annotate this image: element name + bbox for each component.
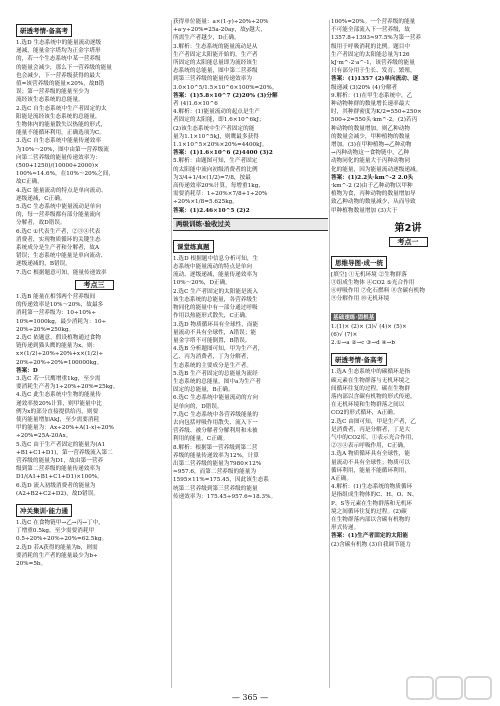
text-line: D1/(A1+B1+C1+D1)×100%。 <box>16 474 103 481</box>
text-line: 生产者固定太阳能开始的，生产者 <box>173 51 258 58</box>
text-line: 5.选C 生态系统中能量流动是单向 <box>16 204 101 211</box>
text-line: 阳能是流经该生态系统的总能量， <box>16 113 101 120</box>
text-line: 逐级递减的，B错误。 <box>16 261 71 268</box>
text-line: 也会减少，下一营养级获得的最大 <box>16 72 101 79</box>
text-line: 1.选D 生态系统中的能量流动逐级 <box>16 40 102 46</box>
text-line: 生态系统的主要成分是生产者。 <box>173 362 253 369</box>
text-line: 乙、丙为消费者，丁为分解者， <box>173 354 253 361</box>
text-line: 错误；生态系统中能量是单向流动、 <box>16 253 107 260</box>
text-line: →丙种动物这一食物链中，乙种 <box>331 150 410 157</box>
text-line: A正确。 <box>331 475 353 482</box>
text-line: 甲种植物数量增加 (3)大于 <box>331 207 398 214</box>
page-number: — 365 — <box>231 693 269 702</box>
text-line: 递减，能量金字塔均为正金字塔形 <box>16 48 101 55</box>
text-line: ⑨分解作用 ⑩无机环境 <box>331 296 390 303</box>
text-line: 6.选C ①代表生产者，②③④代表 <box>16 228 101 235</box>
text-line: 100%≈14.6%，在10%～20%之间， <box>16 171 114 178</box>
text-line: 种动物的数量增加，则乙种动物 <box>331 125 411 132</box>
column-2 <box>173 18 328 501</box>
answer-block <box>331 323 485 348</box>
text-line: 3.选A 物质循环具有全球性，能 <box>331 451 411 458</box>
text-line: 答案：(1)2.2头·km^-2 2.0头 <box>331 174 414 181</box>
text-line: 所需生产者越少，D正确。 <box>173 35 240 42</box>
text-line: 能量不能循环利用。正确选项为C。 <box>16 130 105 137</box>
text-line: 要消耗的生产者的能量最少为b÷ <box>16 552 98 559</box>
text-line: 1.选B 能量在相邻两个营养级间 <box>16 293 96 300</box>
text-line: 1595×11%=175.45，因此该生态系 <box>173 477 269 484</box>
text-line: (A2+B2+C2+D2)，故D错误。 <box>16 490 99 497</box>
text-line: 是单向的，D错误。 <box>173 403 223 410</box>
watermark-logo-icon <box>406 674 492 702</box>
text-line: 出第二营养级的能量为7980×12% <box>173 460 262 467</box>
text-line: 1.(1)× (2)× (3)√ (4)× (5)× <box>331 323 407 330</box>
text-line: 5.选B 生产者固定的总能量为流经 <box>173 370 258 377</box>
text-line: 值=该营养级的能量×20%，故B错 <box>16 81 105 88</box>
text-line: 20%÷20%=250kg。 <box>16 326 75 333</box>
text-line: 传递效率为：175.45÷957.6≈18.3%。 <box>173 493 277 500</box>
text-line: ·km^-2 (2)由于乙种动物以甲种 <box>331 183 413 190</box>
text-line: 误；第一营养级的能量至少为 <box>16 89 90 96</box>
text-line: 种动物种群的数量增长速率最大 <box>331 101 411 108</box>
text-line: 在生物群落内部以含碳有机物的 <box>331 516 411 523</box>
text-line: 量流动不具有全球性，A错误；能 <box>173 329 257 336</box>
text-line: CO2的形式循环，A正确。 <box>331 410 399 417</box>
text-line: 2.选C 由图可知，甲是生产者，乙 <box>331 418 416 425</box>
text-line: 统第二营养级到第三营养级的能量 <box>173 485 258 492</box>
text-line: 态系统中能量流动的特点是单向 <box>173 264 253 271</box>
column-1 <box>16 18 172 568</box>
text-line: +a·y÷20%=25a-20ay，故y越大， <box>173 27 267 34</box>
text-line: 7.选C 根据题意可知，能量传递效率 <box>16 269 107 276</box>
text-line: 时，其种群密度为K/2=550÷250× <box>331 109 422 116</box>
text-line: 分解者，故D错误。 <box>16 220 66 227</box>
text-line: 要消耗生产者为1÷20%÷20%=25kg。 <box>16 384 119 391</box>
text-line: P、S等元素在生物群落和无机环 <box>331 500 413 507</box>
answer-block <box>331 368 485 548</box>
text-line: 量为1.1×10^5kJ，则鹰最多获得 <box>173 133 259 140</box>
text-line: 答案：(1)1.6×10^6 (2)4400 (3)2 <box>173 150 273 157</box>
text-line: 7.选C 生态系统中各营养级能量的 <box>173 411 258 418</box>
column-3 <box>331 18 485 549</box>
tag-basic-practice: 基础速练·固根基 <box>333 314 375 321</box>
text-line: 向第二营养级的能量传递效率为： <box>16 154 101 161</box>
text-line: 4.选C 此生态系统中生物的能量传 <box>16 392 101 399</box>
kaodian-1-heading: 考点一 <box>331 237 485 247</box>
text-line: 10%～20%，D正确。 <box>173 280 231 287</box>
text-line: 消耗第一营养级为：10÷10%÷ <box>16 310 97 317</box>
text-line: 500÷2=550头·km^-2。(2)若丙 <box>331 117 418 124</box>
text-line: 1.选A 生态系统中的碳循环是指 <box>331 369 411 376</box>
text-line: 化的能量，因为能量流动逐级递减。 <box>331 166 422 173</box>
text-line: 生态系统的总能量，图中a为生产者 <box>173 378 262 385</box>
text-line: 者固定的太阳能，即1.6×10^6kJ； <box>173 117 265 124</box>
text-line: ≈957.6，而第二营养级的能量为 <box>173 469 257 476</box>
text-line: 6.选D 流入初级消费者的能量为 <box>16 482 96 489</box>
text-line: 答案：(1)1357 (2)单向流动、逐 <box>331 76 419 83</box>
text-line: 循环利用，能量不能循环利用， <box>331 467 411 474</box>
text-line: (6)√ (7)× <box>331 331 358 338</box>
text-line: +B1+C1+D1)，第一营养级流入第二 <box>16 449 113 456</box>
text-line: 获得单位能量：a×(1-y)÷20%÷20% <box>173 19 269 25</box>
text-line: 4.解析：(1)生态系统的物质循环 <box>331 484 413 491</box>
text-line: 答案：(1)2.46×10^5 (2)2 <box>173 207 250 214</box>
section-header-exam-analysis-2: 研透考情·备高考 <box>331 353 387 366</box>
answer-block <box>16 293 172 498</box>
text-line: 2.选D 若A获得的能量为b，则需 <box>16 544 98 551</box>
text-line: ÷20%=25A-20Ax。 <box>16 433 72 440</box>
text-line: 丁增重0.5kg，至少需要消耗甲 <box>16 528 95 535</box>
text-line: 量金字塔不可能倒置，B错误。 <box>173 337 251 344</box>
text-line: 2.选C 自生态系统中生产者固定的太 <box>16 105 107 112</box>
kaodian-3-heading: 考点三 <box>16 280 172 290</box>
text-line: 为3/4+1/4×(1/2)=7/8，按最 <box>173 174 251 181</box>
text-line: 3.选C 若一只鹰增重1kg，至少需 <box>16 375 101 382</box>
text-line: 在无机环境和生物群落之间以 <box>331 402 405 409</box>
text-line: 系统成分是生产者和分解者，故A <box>16 245 100 252</box>
text-line: 固定的总能量，B正确。 <box>173 387 234 394</box>
text-line: 是消费者，丙是分解者，丁是大 <box>331 426 411 433</box>
text-line: 增加。(3)在甲种植物→乙种动物 <box>331 142 412 149</box>
text-line: 使丙能量增加AkJ，至少需要消耗 <box>16 416 100 423</box>
text-line: 4.解析：(1)能量流动的起点是生产 <box>173 109 260 116</box>
text-line: 消费者，实现物质循环的关键生态 <box>16 236 101 243</box>
section-header-class-practice: 课堂练真题 <box>173 240 214 253</box>
text-line: 气中的CO2库，①表示光合作用， <box>331 434 417 441</box>
text-line: [填空] ①无机环境 ②生物群落 <box>331 271 407 278</box>
text-line: 所固定的太阳能总量即为流经该生 <box>173 60 258 67</box>
text-line: 20%=5b。 <box>16 560 47 567</box>
text-line: (500+1250)/(10000+2000)× <box>16 163 99 170</box>
text-line: 答案：(1)5.8×10^7 (2)20% (3)分解 <box>173 92 278 99</box>
text-line: 态系统的总能量，图中第二营养级 <box>173 68 258 75</box>
text-line: 的，若一个生态系统中某一营养级 <box>16 56 101 63</box>
text-line: 3.0×10^5/1.5×10^6×100%=20%。 <box>173 84 278 91</box>
text-line: 答案：(1)生产者固定的太阳能 <box>331 533 409 540</box>
text-line: 该生态系统的总能量，各营养级生 <box>173 296 258 303</box>
answer-block <box>173 255 328 501</box>
text-line: 利用的能量，C正确。 <box>173 436 229 443</box>
text-line: 间循环往复的过程，碳在生物群 <box>331 385 411 392</box>
text-line: 例为x的部分直接提供给丙，则要 <box>16 408 99 415</box>
section-header-practice: 冲关集训·能力通 <box>16 504 72 517</box>
text-line: 境之间循环往复的过程。(2)碳 <box>331 508 407 515</box>
text-line: 是指组成生物体的C、H、O、N、 <box>331 492 418 499</box>
text-line: 级递减 (3)20% (4)分解者 <box>331 84 398 91</box>
text-line: 养级的能量传递效率为12%，计算 <box>173 452 259 459</box>
section-header-mind-map: 思维导图·成一统 <box>331 256 387 269</box>
text-line: 递效率按20%计算，则甲能量中比 <box>16 400 102 407</box>
text-line: 2.①→a ②→c ③→d ④→b <box>331 340 395 347</box>
text-line: 链传递到猫头鹰的能量为x，则： <box>16 343 99 350</box>
text-line: 流经该生态系统的总能量。 <box>16 97 84 104</box>
text-line: 致乙种动物的数量减少，从而导致 <box>331 199 416 206</box>
lecture-heading: 第2讲 <box>394 222 422 234</box>
text-line: ÷20%×1/8=5.625kg。 <box>173 199 238 206</box>
text-line: (2)该生态系统中生产者固定的能 <box>173 125 255 132</box>
text-line: 的数量会减少，甲种植物的数量 <box>331 133 411 140</box>
text-line: 故C正确。 <box>16 179 43 186</box>
text-line: 1.选C 在食物链甲→乙→丙→丁中， <box>16 519 104 526</box>
text-line: 1357.8÷1393≈97.5%为第一营养 <box>331 35 422 42</box>
answer-block <box>16 39 172 277</box>
text-line: 的太阳能中流向初级消费者的比例 <box>173 166 258 173</box>
text-line: 落内部以含碳有机物的形式传递， <box>331 393 416 400</box>
text-line: 9.解析：(1)在甲生态系统中，乙 <box>331 92 413 99</box>
text-line: 5.解析：由题图可知，生产者固定 <box>173 158 258 165</box>
text-line: x×(1/2)÷20%÷20%+x×(1/2)÷ <box>16 351 104 358</box>
text-line: 100%=20%。一个营养级的能量 <box>331 19 416 25</box>
text-line: 10%=1000kg，最少消耗为：10÷ <box>16 318 107 325</box>
answer-block <box>331 271 485 304</box>
text-line: 营养级、被分解者分解利用和未被 <box>173 428 258 435</box>
text-line: (2)含碳有机物 (3)自我调节能力 <box>331 541 412 548</box>
text-line: 的传递效率是10%～20%，故最多 <box>16 302 104 309</box>
text-line: 动物同化的能量大于丙种动物同 <box>331 158 411 165</box>
text-line: 8.解析：根据第一营养级到第二营 <box>173 444 258 451</box>
text-line: 为10%～20%，图中由第一营养级流 <box>16 146 109 153</box>
text-line: 6.选C 生态系统中能量流动的方向 <box>173 395 258 402</box>
text-line: 3.选C 自生态系统中能量传递效率 <box>16 138 101 145</box>
text-line: 级用于呼吸消耗的比例。题目中 <box>331 43 411 50</box>
text-line: 3.解析：生态系统的能量流动是从 <box>173 43 258 50</box>
text-line: 级到第二营养级的能量传递效率为 <box>16 466 101 473</box>
text-line: kJ·m^-2·a^-1，该营养级的能量 <box>331 60 415 67</box>
text-line: 者 (4)1.6×10^6 <box>173 101 218 108</box>
text-line: ②③④表示呼吸作用，C正确。 <box>331 443 409 450</box>
answer-block <box>331 18 485 215</box>
section-header-exam-analysis: 研透考情·备高考 <box>16 24 72 37</box>
text-line: 5.选C 由于生产者固定的能量为(A1 <box>16 441 106 448</box>
answer-block <box>16 519 172 568</box>
text-line: 流动、逐级递减，能量传递效率为 <box>173 272 258 279</box>
text-line: 生物体内的能量散失以热能的形式， <box>16 122 107 129</box>
text-line: ⑥呼吸作用 ⑦化石燃料 ⑧含碳有机物 <box>331 288 425 295</box>
text-line: 答案：D <box>16 367 38 374</box>
text-line: 4.选C 能量流动的特点是单向流动、 <box>16 187 107 194</box>
text-line: 碳元素在生物群落与无机环境之 <box>331 377 411 384</box>
text-line: 不可能全部流入下一营养级，故 <box>331 27 411 34</box>
text-line: 物同化的能量中有一部分通过呼吸 <box>173 305 258 312</box>
text-line: 高传递效率20%计算，每增重1kg， <box>173 183 264 190</box>
text-line: 4.选B 分析题图可知，甲为生产者， <box>173 346 264 353</box>
text-line: 生产者固定的太阳能总量为126 <box>331 51 410 58</box>
text-line: 到第三营养级的能量传递效率为 <box>173 76 253 83</box>
text-line: 的能量会减少，那么下一营养级的能量 <box>16 64 112 71</box>
text-line: 2.选C 生产者固定的太阳能是流入 <box>173 288 258 295</box>
text-line: 作用以热能形式散失，C正确。 <box>173 313 251 320</box>
text-line: 需要消耗草：1÷20%×7/8+1÷20% <box>173 191 268 198</box>
answer-block <box>173 18 328 215</box>
text-line: 的，每一营养级都有部分能量流向 <box>16 212 101 219</box>
text-line: 植物为食，丙种动物的数量增加导 <box>331 191 416 198</box>
text-line: 1.1×10^5×20%×20%=4400kJ。 <box>173 142 268 149</box>
text-line: ③组成生物体 ④CO2 ⑤光合作用 <box>331 280 415 287</box>
text-line: 只有部分用于生长、发育、繁殖， <box>331 68 416 75</box>
text-line: 形式传递。 <box>331 525 360 532</box>
text-line: 营养级的能量为D1，故由第一营养 <box>16 457 104 464</box>
text-line: 3.选D 物质循环具有全球性，而能 <box>173 321 259 328</box>
text-line: 甲的能量为：Ax÷20%+A(1-x)÷20% <box>16 425 114 432</box>
text-line: 逐级递减，C正确。 <box>16 195 66 202</box>
text-line: 0.5÷20%÷20%÷20%=62.5kg。 <box>16 536 108 543</box>
text-line: 20%÷20%÷20%=100000kg。 <box>16 359 103 366</box>
section-bar-two-level-training: 两级训练·验收过关 <box>173 218 328 231</box>
text-line: 去向包括呼吸作用散失、流入下一 <box>173 419 258 426</box>
text-line: 2.选C 依题意，假设植物通过食物 <box>16 334 101 341</box>
text-line: 量流动不具有全球性；物质可以 <box>331 459 411 466</box>
text-line: 1.选D 根据题中信息分析可知，生 <box>173 255 259 262</box>
